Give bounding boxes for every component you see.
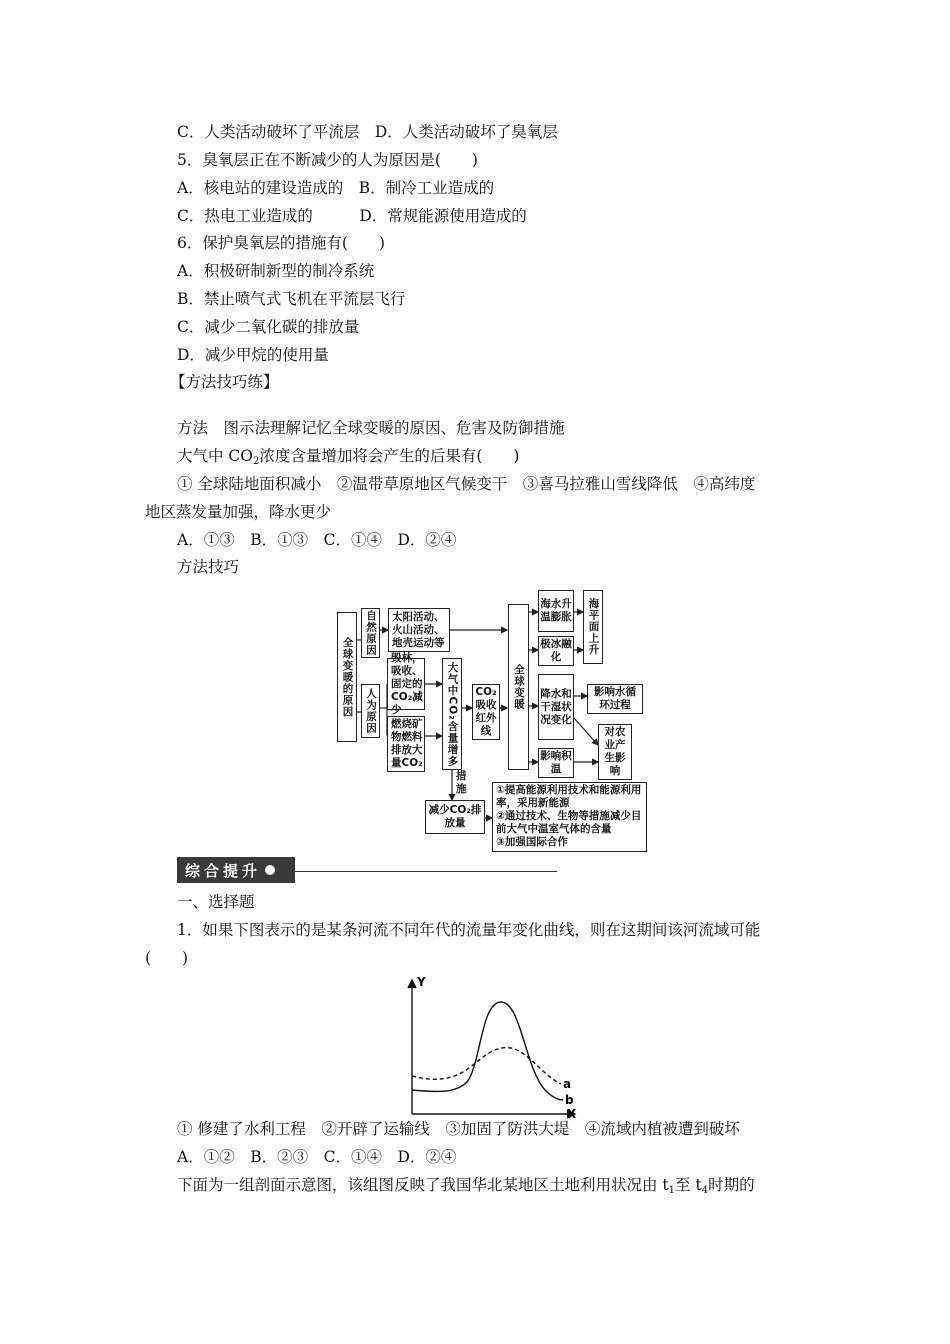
line-6: A．积极研制新型的制冷系统 bbox=[177, 262, 375, 280]
section-heading: 【方法技巧练】 bbox=[170, 373, 279, 391]
natural-cause: 自然原因 bbox=[361, 608, 380, 658]
line-17: 一、选择题 bbox=[177, 893, 255, 911]
line-13: ① 全球陆地面积减小 ②温带草原地区气候变干 ③喜马拉雅山雪线降低 ④高纬度 bbox=[177, 475, 756, 493]
measure-2: ②通过技术、生物等措施减少目前大气中温室气体的含量 bbox=[496, 810, 642, 835]
deforestation-box: 毁林，吸收、固定的CO₂减少 bbox=[387, 658, 425, 710]
banner-dot-icon bbox=[265, 865, 275, 875]
line-18: 1．如果下图表示的是某条河流不同年代的流量年变化曲线，则在这期间该河流域可能 bbox=[177, 921, 761, 939]
sea-level-box: 海平面上升 bbox=[583, 590, 603, 664]
human-cause: 人为原因 bbox=[361, 684, 380, 738]
line-14: 地区蒸发量加强，降水更少 bbox=[145, 503, 332, 521]
line-19: ( ) bbox=[145, 949, 189, 967]
measures-list-box bbox=[492, 782, 647, 852]
line-7: B．禁止喷气式飞机在平流层飞行 bbox=[177, 290, 406, 308]
co2-absorb-box: CO₂吸收红外线 bbox=[472, 684, 500, 740]
line-3: A．核电站的建设造成的 B．制冷工业造成的 bbox=[177, 179, 495, 197]
co2-question: 大气中 $CO_2$浓度含量增加将会产生的后果有( ) bbox=[177, 447, 520, 467]
line-11: 方法 图示法理解记忆全球变暖的原因、危害及防御措施 bbox=[177, 419, 565, 437]
line-5: 6．保护臭氧层的措施有( ) bbox=[177, 234, 385, 252]
last-line: 下面为一组剖面示意图，该组图反映了我国华北某地区土地利用状况由 $t_1$至 $t_4$时期的 bbox=[177, 1176, 755, 1196]
cause-title: 全球变暖的原因 bbox=[337, 612, 357, 742]
section-banner: 综合提升 bbox=[177, 857, 295, 883]
y-axis-label: Y bbox=[417, 975, 426, 989]
line-16: 方法技巧 bbox=[177, 558, 240, 576]
line-20: ① 修建了水利工程 ②开辟了运输线 ③加固了防洪大堤 ④流域内植被遭到破坏 bbox=[177, 1120, 740, 1138]
ice-melt-box: 极冰融化 bbox=[538, 636, 574, 666]
fossil-fuel-box: 燃烧矿物燃料排放大量CO₂ bbox=[387, 716, 425, 772]
curve-b-label: b bbox=[565, 1093, 574, 1107]
line-9: D．减少甲烷的使用量 bbox=[177, 346, 329, 364]
curve-a bbox=[412, 1048, 561, 1084]
curve-b bbox=[412, 1002, 563, 1100]
reduce-co2-box: 减少CO₂排放量 bbox=[425, 800, 485, 834]
water-cycle-box: 影响水循环过程 bbox=[587, 684, 643, 714]
measure-1: ①提高能源利用技术和能源利用率，采用新能源 bbox=[496, 784, 642, 809]
line-15: A．①③ B．①③ C．①④ D．②④ bbox=[177, 531, 457, 549]
curve-a-label: a bbox=[563, 1077, 572, 1091]
x-axis-label: X bbox=[567, 1107, 577, 1121]
measure-3: ③加强国际合作 bbox=[496, 836, 568, 848]
solar-volcano-box: 太阳活动、火山活动、地壳运动等 bbox=[388, 608, 450, 652]
line-21: A．①② B．②③ C．①④ D．②④ bbox=[177, 1148, 457, 1166]
agriculture-box: 对农业产生影响 bbox=[598, 724, 632, 780]
line-8: C．减少二氧化碳的排放量 bbox=[177, 318, 360, 336]
banner-rule bbox=[295, 871, 557, 872]
flow-graph bbox=[395, 972, 595, 1122]
measures-label: 措施 bbox=[456, 770, 467, 795]
line-4: C．热电工业造成的 D．常规能源使用造成的 bbox=[177, 207, 527, 225]
thermal-expansion-box: 海水升温膨胀 bbox=[538, 590, 574, 632]
accumulated-temp-box: 影响积温 bbox=[538, 748, 574, 778]
co2-increase-box: 大气中CO₂含量增多 bbox=[442, 658, 462, 770]
precipitation-box: 降水和干湿状况变化 bbox=[538, 674, 574, 740]
line-1: C．人类活动破坏了平流层 D．人类活动破坏了臭氧层 bbox=[177, 123, 558, 141]
global-warming-box: 全球变暖 bbox=[508, 604, 529, 770]
line-2: 5．臭氧层正在不断减少的人为原因是( ) bbox=[177, 151, 478, 169]
